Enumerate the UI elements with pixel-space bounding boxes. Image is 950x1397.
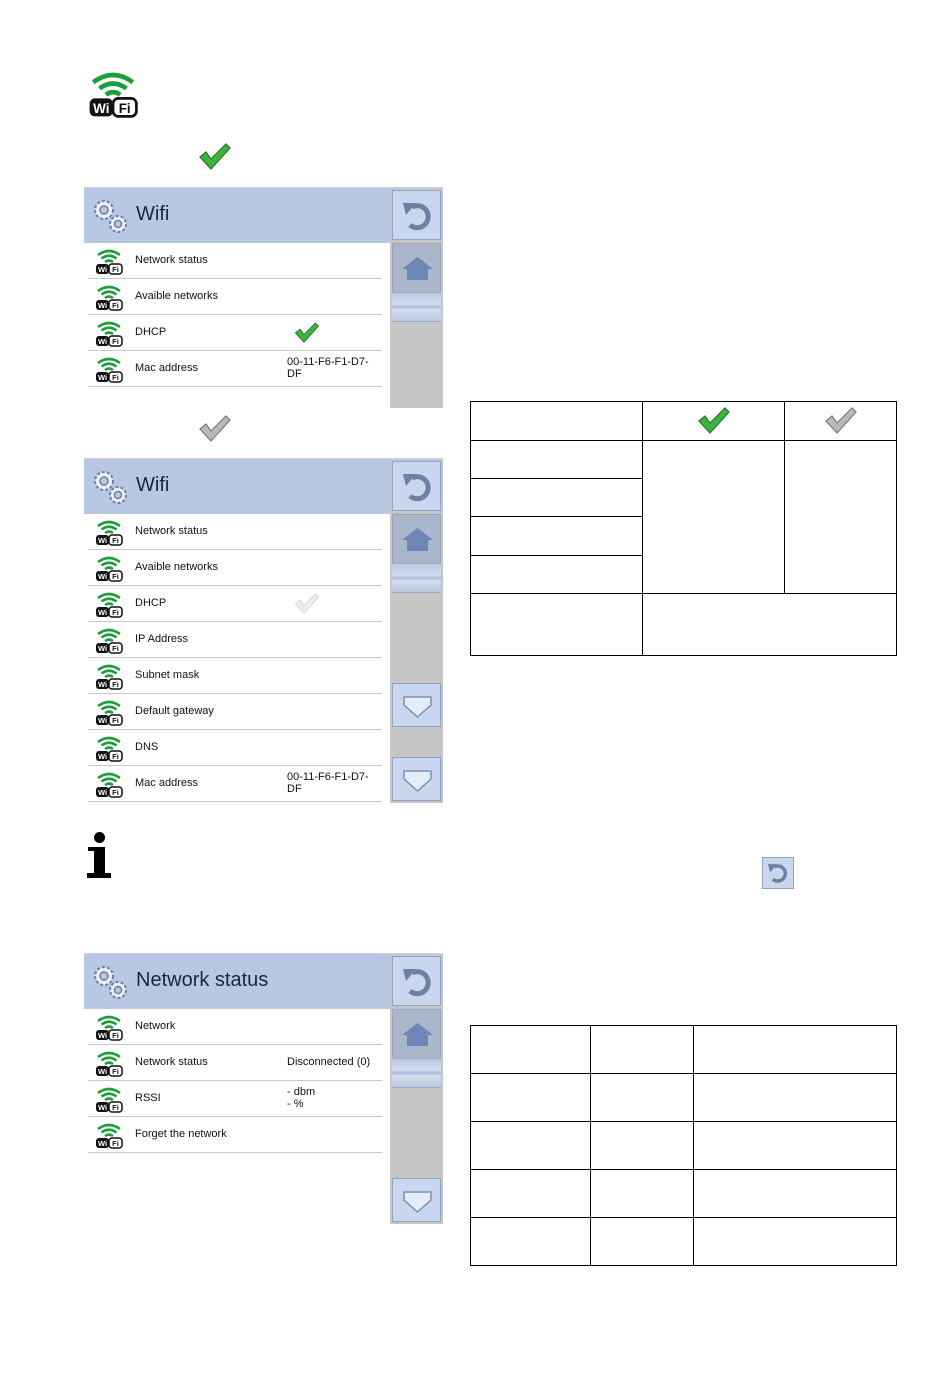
item-value: - dbm - %	[287, 1086, 316, 1110]
scrollbar-thumb[interactable]	[392, 292, 441, 322]
back-arrow-icon	[400, 199, 435, 233]
home-icon	[400, 252, 435, 286]
wifi-icon	[94, 282, 124, 312]
table-cell	[785, 441, 897, 594]
table-cell	[591, 1170, 694, 1218]
item-label: Subnet mask	[135, 669, 200, 681]
table-cell	[643, 593, 897, 655]
wifi-icon	[94, 517, 124, 547]
wifi-icon	[94, 354, 124, 384]
dhcp-comparison-table	[470, 401, 897, 656]
grey-check-icon[interactable]	[294, 592, 320, 616]
scroll-down-button[interactable]	[392, 683, 441, 727]
item-value: 00-11-F6-F1-D7- DF	[287, 771, 369, 795]
settings-gears-icon	[90, 467, 130, 507]
page-down-button[interactable]	[392, 757, 441, 801]
table-cell	[591, 1218, 694, 1266]
green-check-icon	[697, 406, 731, 436]
green-check-icon	[198, 142, 232, 172]
item-label: IP Address	[135, 633, 188, 645]
side-button-bar	[390, 459, 443, 803]
table-cell	[471, 402, 643, 441]
wifi-icon	[94, 589, 124, 619]
back-button[interactable]	[392, 956, 441, 1006]
table-cell	[694, 1122, 897, 1170]
green-check-icon[interactable]	[294, 321, 320, 345]
list-item-dns[interactable]	[88, 730, 382, 766]
table-header-cell	[643, 402, 785, 441]
item-label: Network status	[135, 1056, 208, 1068]
back-button[interactable]	[392, 461, 441, 511]
panel-title: Wifi	[136, 474, 170, 496]
list-item-mac-address[interactable]	[88, 351, 382, 387]
scrollbar-thumb[interactable]	[392, 563, 441, 593]
list-item-network-status[interactable]	[88, 1045, 382, 1081]
side-button-bar	[390, 954, 443, 1224]
table-cell	[591, 1074, 694, 1122]
info-icon	[86, 832, 112, 880]
list-item-available-networks[interactable]	[88, 279, 382, 315]
table-cell	[471, 517, 643, 555]
panel-header	[84, 954, 390, 1009]
wifi-icon	[94, 1012, 124, 1042]
list-item-network-status[interactable]	[88, 243, 382, 279]
item-label: Default gateway	[135, 705, 214, 717]
panel-header	[84, 188, 390, 243]
table-cell	[694, 1218, 897, 1266]
wifi-icon	[94, 697, 124, 727]
panel-header	[84, 459, 390, 514]
table-header-cell	[785, 402, 897, 441]
item-value: 00-11-F6-F1-D7- DF	[287, 356, 369, 380]
item-label: DNS	[135, 741, 159, 753]
network-status-panel	[84, 953, 443, 1223]
list-item-ip-address[interactable]	[88, 622, 382, 658]
table-cell	[694, 1170, 897, 1218]
list-item-dhcp[interactable]	[88, 586, 382, 622]
table-cell	[471, 441, 643, 479]
list-item-rssi[interactable]	[88, 1081, 382, 1117]
table-cell	[471, 555, 643, 593]
list-item-network-status[interactable]	[88, 514, 382, 550]
item-label: DHCP	[135, 326, 167, 338]
item-label: Mac address	[135, 777, 198, 789]
list-item-subnet-mask[interactable]	[88, 658, 382, 694]
wifi-icon	[94, 661, 124, 691]
item-label: DHCP	[135, 597, 167, 609]
settings-gears-icon	[90, 196, 130, 236]
item-label: Avaible networks	[135, 290, 218, 302]
list-item-forget-network[interactable]	[88, 1117, 382, 1153]
back-arrow-icon	[766, 861, 790, 885]
wifi-icon	[94, 1084, 124, 1114]
table-cell	[471, 1170, 591, 1218]
table-cell	[471, 1026, 591, 1074]
home-button[interactable]	[392, 243, 441, 293]
wifi-settings-panel	[84, 187, 443, 407]
wifi-icon	[94, 318, 124, 348]
home-button[interactable]	[392, 514, 441, 564]
item-label: Avaible networks	[135, 561, 218, 573]
item-label: Mac address	[135, 362, 198, 374]
table-cell	[471, 1122, 591, 1170]
home-button[interactable]	[392, 1009, 441, 1059]
item-label: Network status	[135, 254, 208, 266]
scroll-down-button[interactable]	[392, 1178, 441, 1222]
grey-check-icon	[198, 414, 232, 444]
item-label: RSSI	[135, 1092, 161, 1104]
list-item-network[interactable]	[88, 1009, 382, 1045]
wifi-icon	[94, 1048, 124, 1078]
home-icon	[400, 523, 435, 557]
item-label: Network	[135, 1020, 176, 1032]
item-label: Forget the network	[135, 1128, 227, 1140]
wifi-icon	[94, 625, 124, 655]
table-cell	[471, 1074, 591, 1122]
home-icon	[400, 1018, 435, 1052]
list-item-dhcp[interactable]	[88, 315, 382, 351]
wifi-icon	[94, 733, 124, 763]
list-item-mac-address[interactable]	[88, 766, 382, 802]
table-cell	[694, 1026, 897, 1074]
settings-gears-icon	[90, 962, 130, 1002]
table-cell	[643, 441, 785, 594]
table-cell	[471, 593, 643, 655]
scrollbar-thumb[interactable]	[392, 1058, 441, 1088]
panel-title: Network status	[136, 969, 269, 991]
wifi-icon	[94, 553, 124, 583]
table-cell	[591, 1026, 694, 1074]
back-button-icon	[762, 857, 794, 889]
item-value: Disconnected (0)	[287, 1056, 371, 1068]
table-cell	[471, 1218, 591, 1266]
back-button[interactable]	[392, 190, 441, 240]
back-arrow-icon	[400, 470, 435, 504]
network-status-table	[470, 1025, 897, 1266]
arrow-down-icon	[400, 689, 435, 723]
wifi-icon	[94, 246, 124, 276]
wifi-icon	[86, 66, 140, 120]
item-label: Network status	[135, 525, 208, 537]
table-cell	[694, 1074, 897, 1122]
table-cell	[591, 1122, 694, 1170]
panel-title: Wifi	[136, 203, 170, 225]
side-button-bar	[390, 188, 443, 408]
table-cell	[471, 479, 643, 517]
list-item-available-networks[interactable]	[88, 550, 382, 586]
arrow-down-icon	[400, 763, 435, 797]
wifi-icon	[94, 769, 124, 799]
arrow-down-icon	[400, 1184, 435, 1218]
wifi-icon	[94, 1120, 124, 1150]
back-arrow-icon	[400, 965, 435, 999]
wifi-settings-panel-expanded	[84, 458, 443, 802]
list-item-default-gateway[interactable]	[88, 694, 382, 730]
grey-check-icon	[824, 406, 858, 436]
